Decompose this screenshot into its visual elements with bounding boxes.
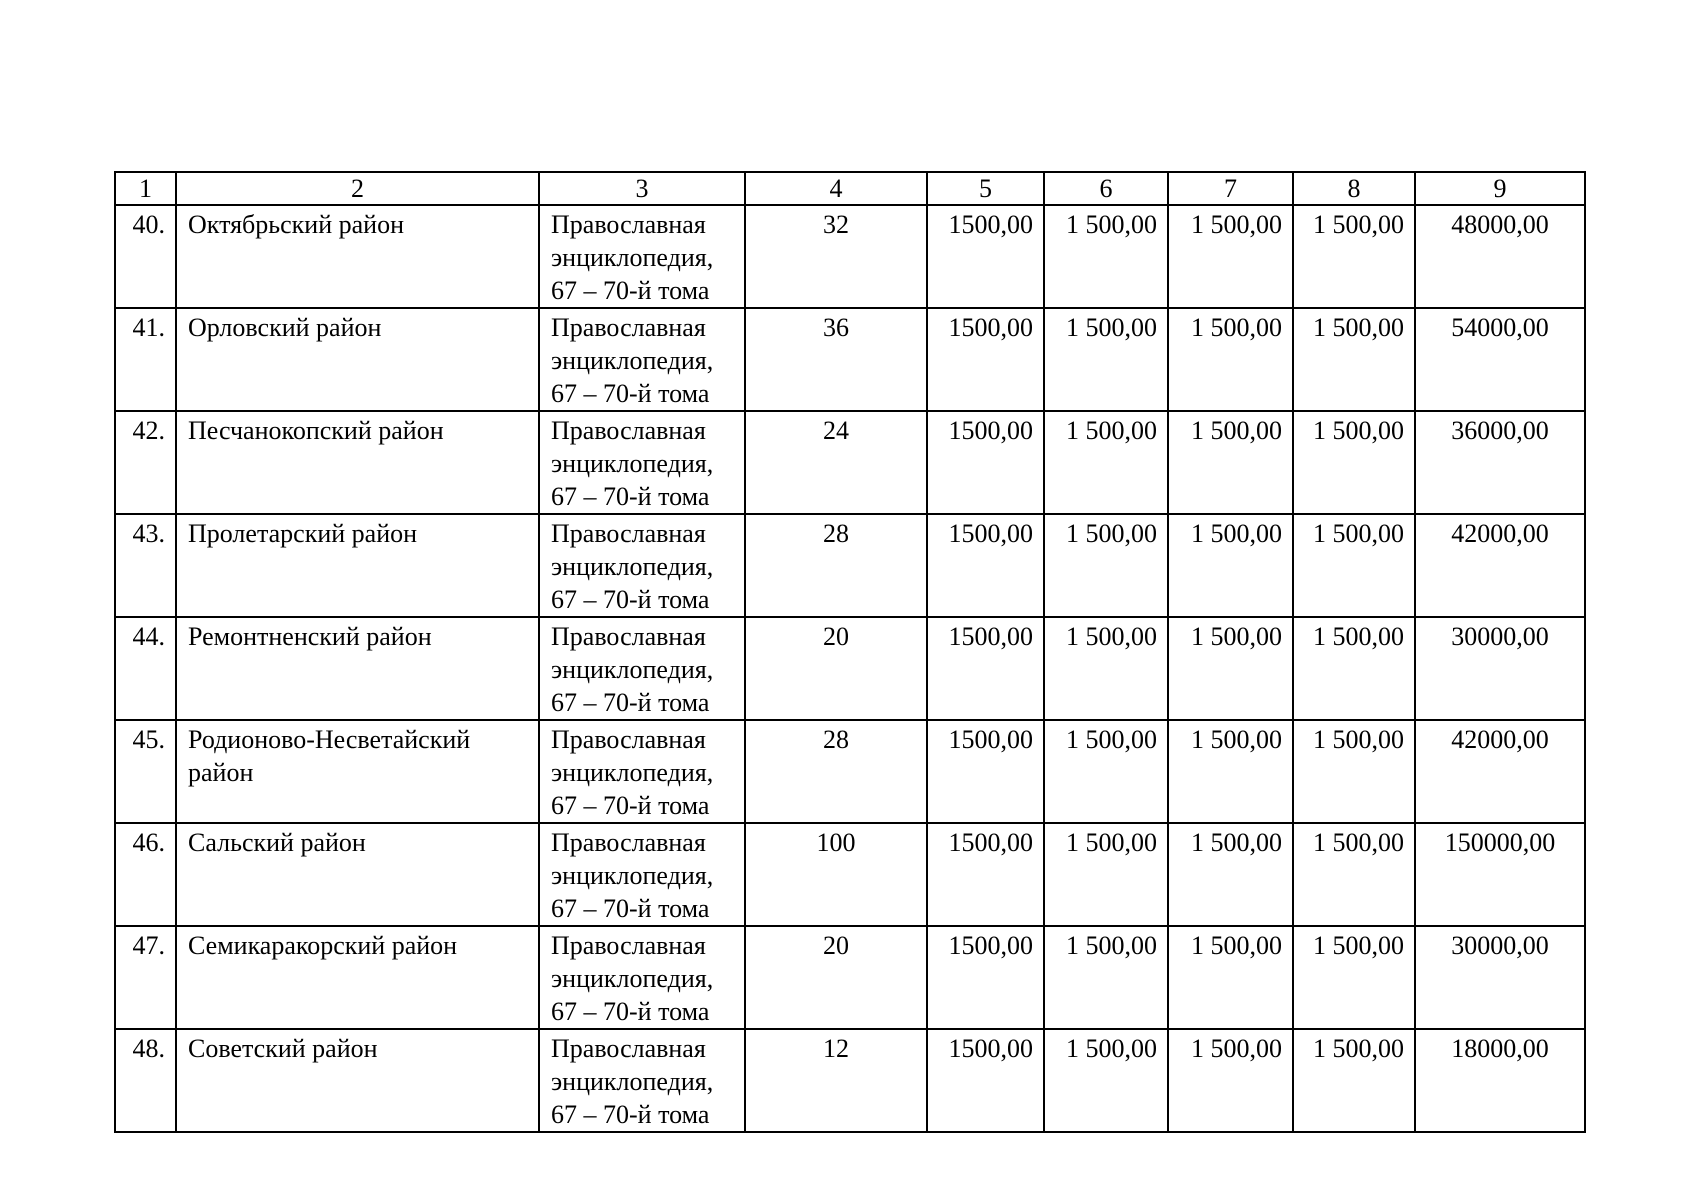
publication-line: 67 – 70-й тома: [551, 997, 710, 1026]
column-number: 8: [1293, 172, 1415, 205]
price-col-5: 1500,00: [927, 308, 1044, 411]
price-col-7: 1 500,00: [1168, 411, 1293, 514]
district-name: Песчанокопский район: [176, 411, 539, 514]
price-col-7: 1 500,00: [1168, 514, 1293, 617]
price-col-5: 1500,00: [927, 823, 1044, 926]
publication-line: Православная: [551, 210, 706, 239]
column-number: 6: [1044, 172, 1168, 205]
row-number: 43.: [115, 514, 176, 617]
price-col-5: 1500,00: [927, 411, 1044, 514]
column-number: 9: [1415, 172, 1585, 205]
total-sum: 150000,00: [1415, 823, 1585, 926]
publication: [539, 411, 745, 514]
table-row: [115, 823, 1585, 926]
row-number: 45.: [115, 720, 176, 823]
publication-line: энциклопедия,: [551, 346, 714, 375]
column-number: 7: [1168, 172, 1293, 205]
quantity: 100: [745, 823, 927, 926]
publication-line: энциклопедия,: [551, 758, 714, 787]
price-col-5: 1500,00: [927, 926, 1044, 1029]
table-row: [115, 617, 1585, 720]
publication: [539, 514, 745, 617]
price-col-5: 1500,00: [927, 617, 1044, 720]
column-number: 4: [745, 172, 927, 205]
publication: [539, 205, 745, 308]
row-number: 44.: [115, 617, 176, 720]
price-col-6: 1 500,00: [1044, 823, 1168, 926]
publication-line: 67 – 70-й тома: [551, 276, 710, 305]
table-row: [115, 308, 1585, 411]
table-row: [115, 205, 1585, 308]
column-number: 1: [115, 172, 176, 205]
price-col-8: 1 500,00: [1293, 205, 1415, 308]
price-col-5: 1500,00: [927, 720, 1044, 823]
quantity: 28: [745, 514, 927, 617]
price-col-8: 1 500,00: [1293, 823, 1415, 926]
price-col-7: 1 500,00: [1168, 926, 1293, 1029]
publication-line: 67 – 70-й тома: [551, 482, 710, 511]
price-col-6: 1 500,00: [1044, 411, 1168, 514]
publication: [539, 1029, 745, 1132]
publication-line: 67 – 70-й тома: [551, 894, 710, 923]
publication-line: энциклопедия,: [551, 449, 714, 478]
district-name: Сальский район: [176, 823, 539, 926]
column-number: 3: [539, 172, 745, 205]
district-name: Ремонтненский район: [176, 617, 539, 720]
district-name: Семикаракорский район: [176, 926, 539, 1029]
publication: [539, 308, 745, 411]
price-col-8: 1 500,00: [1293, 926, 1415, 1029]
price-col-7: 1 500,00: [1168, 205, 1293, 308]
price-col-6: 1 500,00: [1044, 926, 1168, 1029]
price-col-6: 1 500,00: [1044, 308, 1168, 411]
publication-line: Православная: [551, 622, 706, 651]
quantity: 32: [745, 205, 927, 308]
table-row: [115, 514, 1585, 617]
publication-line: 67 – 70-й тома: [551, 379, 710, 408]
total-sum: 30000,00: [1415, 617, 1585, 720]
column-number: 2: [176, 172, 539, 205]
price-col-6: 1 500,00: [1044, 617, 1168, 720]
district-name: Советский район: [176, 1029, 539, 1132]
price-col-7: 1 500,00: [1168, 720, 1293, 823]
price-col-7: 1 500,00: [1168, 1029, 1293, 1132]
publication-line: энциклопедия,: [551, 964, 714, 993]
quantity: 36: [745, 308, 927, 411]
price-col-8: 1 500,00: [1293, 720, 1415, 823]
publication-line: Православная: [551, 725, 706, 754]
price-col-8: 1 500,00: [1293, 308, 1415, 411]
price-col-7: 1 500,00: [1168, 308, 1293, 411]
quantity: 12: [745, 1029, 927, 1132]
price-col-7: 1 500,00: [1168, 823, 1293, 926]
row-number: 46.: [115, 823, 176, 926]
district-name: Орловский район: [176, 308, 539, 411]
quantity: 28: [745, 720, 927, 823]
price-col-6: 1 500,00: [1044, 205, 1168, 308]
publication-line: 67 – 70-й тома: [551, 585, 710, 614]
publication-line: энциклопедия,: [551, 552, 714, 581]
publication-line: Православная: [551, 416, 706, 445]
price-col-8: 1 500,00: [1293, 514, 1415, 617]
publication-line: энциклопедия,: [551, 861, 714, 890]
price-col-6: 1 500,00: [1044, 514, 1168, 617]
price-col-5: 1500,00: [927, 1029, 1044, 1132]
total-sum: 30000,00: [1415, 926, 1585, 1029]
row-number: 47.: [115, 926, 176, 1029]
price-col-8: 1 500,00: [1293, 411, 1415, 514]
price-col-6: 1 500,00: [1044, 720, 1168, 823]
total-sum: 48000,00: [1415, 205, 1585, 308]
quantity: 24: [745, 411, 927, 514]
total-sum: 54000,00: [1415, 308, 1585, 411]
publication-line: энциклопедия,: [551, 655, 714, 684]
publication-line: энциклопедия,: [551, 1067, 714, 1096]
row-number: 40.: [115, 205, 176, 308]
price-col-8: 1 500,00: [1293, 617, 1415, 720]
total-sum: 42000,00: [1415, 720, 1585, 823]
publication: [539, 617, 745, 720]
district-name: Пролетарский район: [176, 514, 539, 617]
table-row: [115, 720, 1585, 823]
publication: [539, 926, 745, 1029]
publication-line: Православная: [551, 313, 706, 342]
column-number: 5: [927, 172, 1044, 205]
quantity: 20: [745, 617, 927, 720]
publication-line: Православная: [551, 931, 706, 960]
total-sum: 18000,00: [1415, 1029, 1585, 1132]
publication-line: Православная: [551, 828, 706, 857]
publication-line: 67 – 70-й тома: [551, 688, 710, 717]
table-row: [115, 926, 1585, 1029]
publication-line: Православная: [551, 519, 706, 548]
total-sum: 42000,00: [1415, 514, 1585, 617]
publication: [539, 720, 745, 823]
distribution-table: [114, 171, 1586, 1133]
price-col-5: 1500,00: [927, 205, 1044, 308]
table-row: [115, 1029, 1585, 1132]
publication-line: 67 – 70-й тома: [551, 1100, 710, 1129]
row-number: 42.: [115, 411, 176, 514]
district-name: Родионово-Несветайский район: [176, 720, 539, 823]
row-number: 41.: [115, 308, 176, 411]
publication-line: энциклопедия,: [551, 243, 714, 272]
district-name: Октябрьский район: [176, 205, 539, 308]
publication-line: Православная: [551, 1034, 706, 1063]
row-number: 48.: [115, 1029, 176, 1132]
table-row: [115, 411, 1585, 514]
publication-line: 67 – 70-й тома: [551, 791, 710, 820]
table-body: [115, 172, 1585, 1132]
quantity: 20: [745, 926, 927, 1029]
price-col-7: 1 500,00: [1168, 617, 1293, 720]
publication: [539, 823, 745, 926]
price-col-8: 1 500,00: [1293, 1029, 1415, 1132]
total-sum: 36000,00: [1415, 411, 1585, 514]
column-number-row: [115, 172, 1585, 205]
price-col-5: 1500,00: [927, 514, 1044, 617]
price-col-6: 1 500,00: [1044, 1029, 1168, 1132]
